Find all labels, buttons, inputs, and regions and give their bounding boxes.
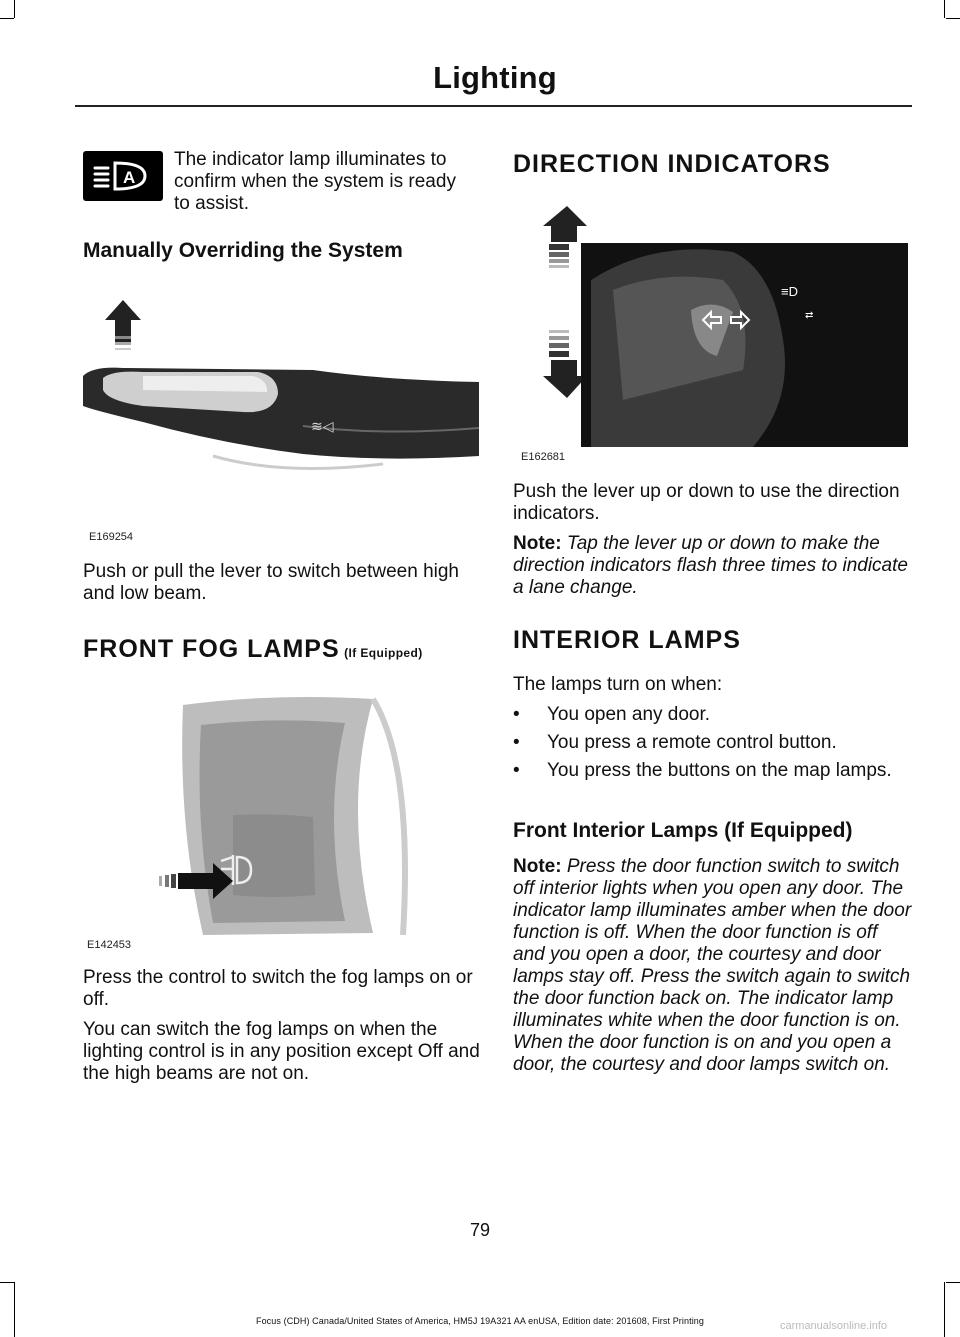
bullet-icon: • bbox=[513, 704, 520, 725]
list-item: • You press a remote control button. bbox=[513, 732, 837, 753]
svg-text:A: A bbox=[123, 168, 136, 187]
note-text: Press the door function switch to switch off interior lights when you open any door. The indicator lamp illuminates amber when the door function is off. When the door function is off and you open a door, the courtesy and door lamps stay off. Press the switch again to switch the door function back on. The indicator lamp illuminates white when the door function is on. When the door function is on and you open a door, the courtesy and door lamps switch on. bbox=[513, 856, 912, 1075]
interior-lamps-list bbox=[513, 704, 908, 788]
interior-lamps-intro: The lamps turn on when: bbox=[513, 674, 723, 695]
override-text: Push or pull the lever to switch between high and low beam. bbox=[83, 561, 459, 604]
auto-high-beam-indicator-icon bbox=[83, 151, 163, 201]
crop-mark-bottom-left bbox=[14, 1282, 29, 1337]
section-heading-front-interior-lamps: Front Interior Lamps (If Equipped) bbox=[513, 819, 853, 842]
note-direction bbox=[513, 533, 913, 599]
section-heading-front-fog-lamps bbox=[83, 635, 483, 664]
note-label: Note: bbox=[513, 533, 562, 554]
figure-caption: E169254 bbox=[89, 531, 134, 543]
lever-illustration bbox=[83, 286, 479, 546]
fog-lamp-switch-illustration bbox=[83, 685, 479, 953]
page-number: 79 bbox=[469, 1220, 491, 1240]
list-item: • You press the buttons on the map lamps. bbox=[513, 760, 892, 781]
note-text: Tap the lever up or down to make the direction indicators flash three times to indicate a lane change. bbox=[513, 533, 908, 598]
note-door-function bbox=[513, 856, 913, 1076]
header-divider bbox=[75, 105, 912, 107]
crop-mark-top-right bbox=[944, 0, 959, 18]
section-heading-direction-indicators: DIRECTION INDICATORS bbox=[513, 150, 831, 178]
figure-caption: E142453 bbox=[87, 939, 132, 951]
crop-mark-bottom-left-h bbox=[0, 1282, 14, 1297]
bullet-icon: • bbox=[513, 760, 520, 781]
direction-indicators-text: Push the lever up or down to use the direction indicators. bbox=[513, 481, 900, 524]
svg-text:≡D: ≡D bbox=[781, 284, 798, 299]
page-title: Lighting bbox=[433, 60, 557, 95]
watermark: carmanualsonline.info bbox=[780, 1320, 888, 1332]
bullet-icon: • bbox=[513, 732, 520, 753]
crop-mark-top-left-h bbox=[0, 18, 14, 33]
section-heading-manual-override: Manually Overriding the System bbox=[83, 239, 403, 262]
fog-heading-suffix: (If Equipped) bbox=[344, 646, 423, 660]
edition-line: Focus (CDH) Canada/United States of America, HM5J 19A321 AA enUSA, Edition date: 201608, First Printing bbox=[255, 1316, 705, 1326]
svg-text:≋◁: ≋◁ bbox=[311, 418, 334, 434]
fog-lamps-text-1: Press the control to switch the fog lamps on or off. bbox=[83, 967, 473, 1010]
section-heading-interior-lamps: INTERIOR LAMPS bbox=[513, 626, 741, 654]
indicator-lamp-text: The indicator lamp illuminates to confirm when the system is ready to assist. bbox=[174, 149, 456, 214]
svg-text:⇄: ⇄ bbox=[805, 310, 814, 321]
crop-mark-bottom-right-h bbox=[946, 1282, 960, 1297]
fog-heading-text: FRONT FOG LAMPS bbox=[83, 635, 340, 663]
crop-mark-top-right-h bbox=[946, 18, 960, 33]
note-label: Note: bbox=[513, 856, 562, 877]
list-item: • You open any door. bbox=[513, 704, 711, 725]
crop-mark-top-left bbox=[14, 0, 29, 18]
fog-lamps-text-2: You can switch the fog lamps on when the lighting control is in any position except Off and the high beams are not on. bbox=[83, 1019, 480, 1084]
direction-indicator-illustration bbox=[513, 200, 909, 468]
figure-caption: E162681 bbox=[521, 451, 566, 463]
